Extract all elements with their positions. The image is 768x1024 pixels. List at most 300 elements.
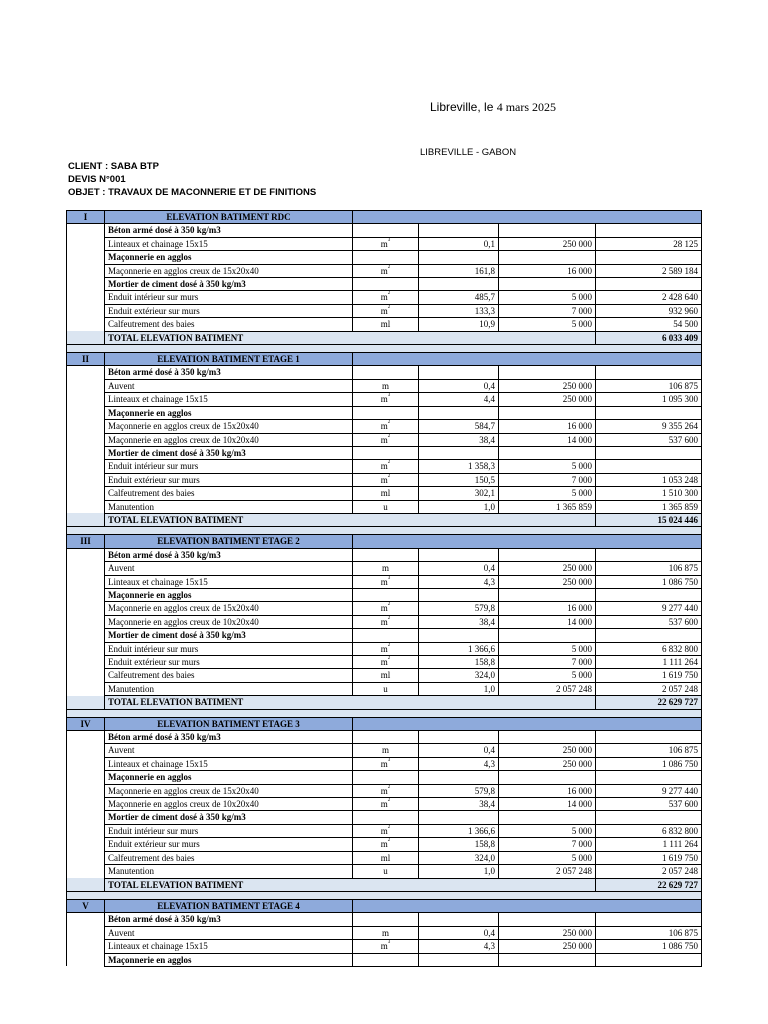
section-title: ELEVATION BATIMENT RDC — [105, 211, 353, 224]
group-row — [67, 771, 702, 784]
unit-exponent: 2 — [387, 642, 391, 648]
total-cell — [596, 446, 702, 459]
unit-exponent: 3 — [387, 575, 391, 581]
item-unit — [353, 420, 419, 433]
section-spacer — [67, 366, 105, 379]
section-spacer — [67, 798, 105, 811]
item-row — [67, 669, 702, 682]
unit-symbol: ml — [380, 488, 391, 499]
section-number: II — [67, 353, 105, 366]
item-row — [67, 757, 702, 770]
section-total-label: TOTAL ELEVATION BATIMENT — [105, 878, 596, 891]
item-unit-price: 5 000 — [499, 460, 596, 473]
group-row — [67, 366, 702, 379]
section-spacer — [67, 669, 105, 682]
section-spacer — [67, 629, 105, 642]
section-spacer — [67, 682, 105, 695]
section-spacer — [67, 433, 105, 446]
unit-exponent: 2 — [387, 433, 391, 439]
item-quantity: 579,8 — [419, 784, 499, 797]
item-label: Auvent — [105, 379, 353, 392]
item-row — [67, 851, 702, 864]
item-quantity: 4,3 — [419, 940, 499, 953]
item-unit — [353, 393, 419, 406]
unit-symbol: m — [380, 825, 388, 836]
item-row — [67, 393, 702, 406]
item-total: 106 875 — [596, 926, 702, 939]
item-total — [596, 460, 702, 473]
unit-exponent: 3 — [387, 757, 391, 763]
item-label: Manutention — [105, 682, 353, 695]
item-total: 537 600 — [596, 798, 702, 811]
unit-exponent: 2 — [387, 291, 391, 297]
unit-symbol: m — [380, 643, 388, 654]
item-unit — [353, 264, 419, 277]
qty-cell — [419, 251, 499, 264]
item-label: Enduit intérieur sur murs — [105, 291, 353, 304]
section-total-label: TOTAL ELEVATION BATIMENT — [105, 331, 596, 344]
item-unit-price: 250 000 — [499, 744, 596, 757]
item-label: Enduit extérieur sur murs — [105, 304, 353, 317]
unit-exponent: 2 — [387, 824, 391, 830]
unit-symbol: m — [380, 238, 388, 249]
section-total-value: 15 024 446 — [596, 513, 702, 526]
price-cell — [499, 224, 596, 237]
item-label: Linteaux et chainage 15x15 — [105, 237, 353, 250]
unit-symbol: m — [381, 563, 389, 574]
price-cell — [499, 278, 596, 291]
unit-cell — [353, 629, 419, 642]
item-label: Enduit extérieur sur murs — [105, 838, 353, 851]
group-label: Béton armé dosé à 350 kg/m3 — [105, 548, 353, 561]
group-label: Maçonnerie en agglos — [105, 953, 353, 966]
item-label: Maçonnerie en agglos creux de 15x20x40 — [105, 784, 353, 797]
item-total: 1 111 264 — [596, 656, 702, 669]
section-spacer — [67, 264, 105, 277]
item-label: Auvent — [105, 926, 353, 939]
section-title: ELEVATION BATIMENT ETAGE 4 — [105, 899, 353, 912]
section-header-row — [67, 717, 702, 730]
unit-exponent: 3 — [387, 940, 391, 946]
section-total-label: TOTAL ELEVATION BATIMENT — [105, 696, 596, 709]
item-unit — [353, 656, 419, 669]
item-unit — [353, 318, 419, 331]
section-spacer — [67, 926, 105, 939]
item-row — [67, 602, 702, 615]
item-row — [67, 824, 702, 837]
unit-cell — [353, 953, 419, 966]
section-spacer — [67, 237, 105, 250]
item-unit — [353, 304, 419, 317]
item-label: Enduit intérieur sur murs — [105, 460, 353, 473]
unit-symbol: m — [380, 305, 388, 316]
item-total: 9 355 264 — [596, 420, 702, 433]
item-unit-price: 250 000 — [499, 940, 596, 953]
section-spacer — [67, 744, 105, 757]
unit-exponent: 2 — [387, 473, 391, 479]
item-unit — [353, 865, 419, 878]
item-quantity: 1,0 — [419, 500, 499, 513]
item-total: 1 086 750 — [596, 757, 702, 770]
item-unit-price: 5 000 — [499, 669, 596, 682]
item-quantity: 0,4 — [419, 744, 499, 757]
section-spacer — [67, 878, 105, 891]
section-number: I — [67, 211, 105, 224]
section-number: IV — [67, 717, 105, 730]
group-label: Mortier de ciment dosé à 350 kg/m3 — [105, 278, 353, 291]
section-header-row — [67, 211, 702, 224]
item-unit-price: 1 365 859 — [499, 500, 596, 513]
group-label: Béton armé dosé à 350 kg/m3 — [105, 224, 353, 237]
item-total: 2 057 248 — [596, 682, 702, 695]
section-spacer — [67, 420, 105, 433]
item-unit-price: 2 057 248 — [499, 682, 596, 695]
item-label: Maçonnerie en agglos creux de 10x20x40 — [105, 615, 353, 628]
section-number: V — [67, 899, 105, 912]
item-quantity: 324,0 — [419, 851, 499, 864]
item-unit — [353, 562, 419, 575]
section-spacer — [67, 811, 105, 824]
item-total: 106 875 — [596, 562, 702, 575]
item-unit — [353, 838, 419, 851]
section-header-fill — [353, 899, 702, 912]
unit-symbol: m — [380, 941, 388, 952]
item-quantity: 302,1 — [419, 487, 499, 500]
item-unit-price: 7 000 — [499, 656, 596, 669]
section-total-row — [67, 513, 702, 526]
item-label: Calfeutrement des baies — [105, 669, 353, 682]
section-number: III — [67, 535, 105, 548]
item-unit-price: 7 000 — [499, 838, 596, 851]
item-label: Calfeutrement des baies — [105, 851, 353, 864]
unit-symbol: ml — [380, 319, 391, 330]
item-label: Calfeutrement des baies — [105, 487, 353, 500]
section-spacer — [67, 393, 105, 406]
item-label: Linteaux et chainage 15x15 — [105, 757, 353, 770]
unit-exponent: 2 — [387, 602, 391, 608]
item-total: 2 057 248 — [596, 865, 702, 878]
item-total: 1 111 264 — [596, 838, 702, 851]
group-row — [67, 588, 702, 601]
unit-symbol: m — [380, 421, 388, 432]
item-unit-price: 250 000 — [499, 237, 596, 250]
item-total: 2 428 640 — [596, 291, 702, 304]
unit-symbol: m — [380, 657, 388, 667]
section-spacer — [67, 588, 105, 601]
item-unit-price: 16 000 — [499, 264, 596, 277]
item-unit-price: 250 000 — [499, 379, 596, 392]
item-label: Auvent — [105, 562, 353, 575]
item-row — [67, 487, 702, 500]
item-row — [67, 304, 702, 317]
section-spacer — [67, 562, 105, 575]
section-spacer — [67, 575, 105, 588]
item-label: Maçonnerie en agglos creux de 10x20x40 — [105, 798, 353, 811]
item-label: Maçonnerie en agglos creux de 15x20x40 — [105, 264, 353, 277]
unit-cell — [353, 251, 419, 264]
unit-symbol: m — [380, 461, 388, 472]
section-total-value: 22 629 727 — [596, 696, 702, 709]
item-unit — [353, 602, 419, 615]
unit-exponent: 2 — [387, 838, 391, 844]
section-total-value: 6 033 409 — [596, 331, 702, 344]
section-spacer — [67, 473, 105, 486]
section-gap-row — [67, 709, 702, 717]
gap-cell — [67, 345, 702, 353]
item-quantity: 158,8 — [419, 656, 499, 669]
item-total: 1 619 750 — [596, 669, 702, 682]
unit-symbol: m — [380, 265, 388, 276]
section-spacer — [67, 838, 105, 851]
section-spacer — [67, 224, 105, 237]
price-cell — [499, 629, 596, 642]
item-quantity: 324,0 — [419, 669, 499, 682]
item-unit-price: 14 000 — [499, 433, 596, 446]
unit-symbol: m — [381, 927, 389, 938]
item-unit — [353, 433, 419, 446]
unit-exponent: 2 — [387, 784, 391, 790]
gap-cell — [67, 891, 702, 899]
item-quantity: 161,8 — [419, 264, 499, 277]
section-spacer — [67, 602, 105, 615]
item-unit — [353, 926, 419, 939]
unit-exponent: 2 — [387, 264, 391, 270]
price-cell — [499, 771, 596, 784]
item-quantity: 485,7 — [419, 291, 499, 304]
item-unit — [353, 615, 419, 628]
item-unit — [353, 487, 419, 500]
item-total: 6 832 800 — [596, 824, 702, 837]
total-cell — [596, 406, 702, 419]
item-unit-price: 14 000 — [499, 798, 596, 811]
group-row — [67, 406, 702, 419]
item-row — [67, 460, 702, 473]
unit-symbol: m — [380, 839, 388, 850]
total-cell — [596, 224, 702, 237]
section-header-fill — [353, 211, 702, 224]
section-spacer — [67, 953, 105, 966]
group-label: Maçonnerie en agglos — [105, 251, 353, 264]
group-row — [67, 251, 702, 264]
unit-symbol: m — [380, 474, 388, 485]
item-quantity: 0,4 — [419, 562, 499, 575]
total-cell — [596, 811, 702, 824]
section-header-row — [67, 353, 702, 366]
item-label: Linteaux et chainage 15x15 — [105, 940, 353, 953]
item-quantity: 4,3 — [419, 575, 499, 588]
qty-cell — [419, 629, 499, 642]
gap-cell — [67, 527, 702, 535]
section-spacer — [67, 331, 105, 344]
qty-cell — [419, 366, 499, 379]
section-spacer — [67, 460, 105, 473]
item-quantity: 10,9 — [419, 318, 499, 331]
section-spacer — [67, 251, 105, 264]
unit-symbol: m — [381, 380, 389, 391]
section-spacer — [67, 642, 105, 655]
group-label: Mortier de ciment dosé à 350 kg/m3 — [105, 811, 353, 824]
item-unit-price: 5 000 — [499, 487, 596, 500]
item-unit-price: 7 000 — [499, 473, 596, 486]
qty-cell — [419, 588, 499, 601]
section-spacer — [67, 656, 105, 669]
section-gap-row — [67, 891, 702, 899]
objet-line: OBJET : TRAVAUX DE MACONNERIE ET DE FINITIONS — [68, 187, 317, 198]
unit-symbol: u — [383, 501, 388, 512]
section-spacer — [67, 318, 105, 331]
price-cell — [499, 913, 596, 926]
group-row — [67, 548, 702, 561]
item-total: 9 277 440 — [596, 784, 702, 797]
item-quantity: 4,3 — [419, 757, 499, 770]
item-unit — [353, 669, 419, 682]
section-total-row — [67, 331, 702, 344]
item-row — [67, 379, 702, 392]
item-label: Enduit intérieur sur murs — [105, 824, 353, 837]
section-spacer — [67, 696, 105, 709]
item-unit-price: 16 000 — [499, 420, 596, 433]
item-unit — [353, 473, 419, 486]
section-spacer — [67, 548, 105, 561]
item-row — [67, 575, 702, 588]
item-total: 6 832 800 — [596, 642, 702, 655]
item-row — [67, 642, 702, 655]
section-spacer — [67, 513, 105, 526]
item-quantity: 579,8 — [419, 602, 499, 615]
item-total: 106 875 — [596, 379, 702, 392]
unit-cell — [353, 278, 419, 291]
item-total: 28 125 — [596, 237, 702, 250]
price-cell — [499, 811, 596, 824]
price-cell — [499, 731, 596, 744]
unit-symbol: m — [380, 394, 388, 405]
item-unit — [353, 784, 419, 797]
item-unit — [353, 460, 419, 473]
item-total: 54 500 — [596, 318, 702, 331]
item-row — [67, 865, 702, 878]
item-quantity: 1 366,6 — [419, 642, 499, 655]
item-quantity: 1,0 — [419, 865, 499, 878]
item-unit-price: 5 000 — [499, 851, 596, 864]
place-label: Libreville, le — [430, 100, 494, 114]
unit-exponent: 2 — [387, 420, 391, 426]
unit-symbol: m — [380, 576, 388, 587]
item-unit-price: 250 000 — [499, 926, 596, 939]
group-label: Maçonnerie en agglos — [105, 588, 353, 601]
total-cell — [596, 588, 702, 601]
item-row — [67, 318, 702, 331]
item-row — [67, 264, 702, 277]
section-spacer — [67, 500, 105, 513]
item-quantity: 1 358,3 — [419, 460, 499, 473]
unit-cell — [353, 406, 419, 419]
qty-cell — [419, 731, 499, 744]
item-total: 1 510 300 — [596, 487, 702, 500]
unit-exponent: 2 — [387, 656, 391, 661]
item-row — [67, 784, 702, 797]
item-total: 932 960 — [596, 304, 702, 317]
group-label: Béton armé dosé à 350 kg/m3 — [105, 731, 353, 744]
section-spacer — [67, 487, 105, 500]
item-label: Enduit extérieur sur murs — [105, 473, 353, 486]
qty-cell — [419, 913, 499, 926]
total-cell — [596, 629, 702, 642]
item-quantity: 158,8 — [419, 838, 499, 851]
unit-cell — [353, 811, 419, 824]
qty-cell — [419, 224, 499, 237]
qty-cell — [419, 446, 499, 459]
section-spacer — [67, 304, 105, 317]
quote-table — [66, 210, 702, 967]
devis-number: DEVIS N°001 — [68, 174, 126, 185]
section-header-row — [67, 535, 702, 548]
item-unit — [353, 744, 419, 757]
price-cell — [499, 406, 596, 419]
item-label: Enduit extérieur sur murs — [105, 656, 353, 669]
item-row — [67, 838, 702, 851]
unit-exponent: 2 — [387, 460, 391, 466]
section-title: ELEVATION BATIMENT ETAGE 1 — [105, 353, 353, 366]
group-label: Mortier de ciment dosé à 350 kg/m3 — [105, 629, 353, 642]
total-cell — [596, 731, 702, 744]
group-row — [67, 629, 702, 642]
unit-cell — [353, 548, 419, 561]
item-unit-price: 5 000 — [499, 642, 596, 655]
unit-cell — [353, 446, 419, 459]
group-row — [67, 913, 702, 926]
item-label: Auvent — [105, 744, 353, 757]
total-cell — [596, 771, 702, 784]
item-unit-price: 7 000 — [499, 304, 596, 317]
section-spacer — [67, 865, 105, 878]
total-cell — [596, 278, 702, 291]
city-line: LIBREVILLE - GABON — [420, 147, 517, 158]
item-label: Enduit intérieur sur murs — [105, 642, 353, 655]
unit-symbol: m — [380, 758, 388, 769]
item-unit — [353, 291, 419, 304]
unit-symbol: m — [381, 745, 389, 756]
item-row — [67, 798, 702, 811]
section-spacer — [67, 291, 105, 304]
section-gap-row — [67, 345, 702, 353]
unit-symbol: u — [383, 866, 388, 877]
item-row — [67, 926, 702, 939]
price-cell — [499, 446, 596, 459]
unit-cell — [353, 224, 419, 237]
item-quantity: 150,5 — [419, 473, 499, 486]
item-total: 1 053 248 — [596, 473, 702, 486]
item-label: Maçonnerie en agglos creux de 15x20x40 — [105, 602, 353, 615]
group-label: Maçonnerie en agglos — [105, 771, 353, 784]
item-label: Maçonnerie en agglos creux de 15x20x40 — [105, 420, 353, 433]
item-unit-price: 5 000 — [499, 318, 596, 331]
item-unit — [353, 682, 419, 695]
unit-cell — [353, 771, 419, 784]
item-quantity: 38,4 — [419, 433, 499, 446]
price-cell — [499, 251, 596, 264]
group-label: Béton armé dosé à 350 kg/m3 — [105, 913, 353, 926]
item-total: 1 086 750 — [596, 575, 702, 588]
unit-exponent: 3 — [387, 393, 391, 399]
place-and-date — [430, 100, 556, 115]
section-spacer — [67, 406, 105, 419]
document-date: 4 mars 2025 — [496, 100, 557, 114]
item-total: 1 365 859 — [596, 500, 702, 513]
item-total: 106 875 — [596, 744, 702, 757]
item-unit — [353, 824, 419, 837]
item-unit-price: 2 057 248 — [499, 865, 596, 878]
item-row — [67, 744, 702, 757]
